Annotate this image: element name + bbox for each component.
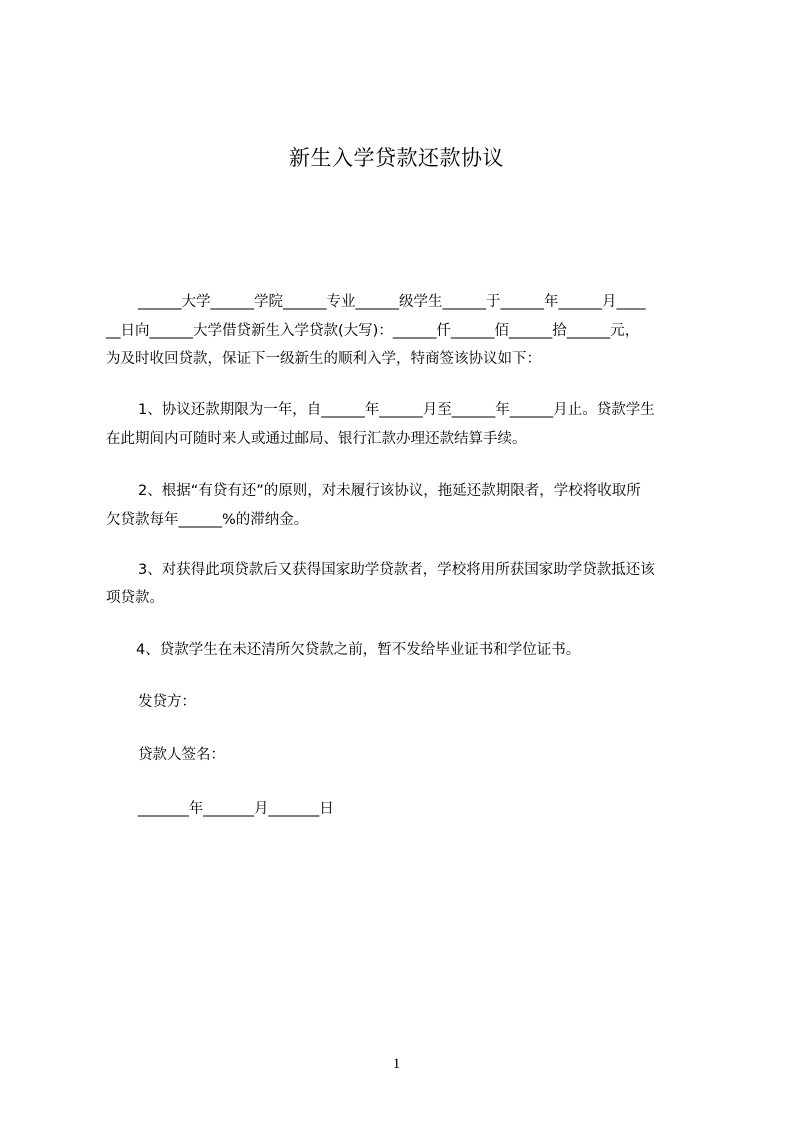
date-line: _______年_______月_______日 <box>138 801 334 817</box>
lender-label: 发贷方： <box>138 694 196 710</box>
clause-3-line-1: 3、对获得此项贷款后又获得国家助学贷款者，学校将用所获国家助学贷款抵还该 <box>138 562 655 578</box>
borrower-signature-label: 贷款人签名： <box>138 747 225 763</box>
clause-2-line-1: 2、根据“有贷有还”的原则，对未履行该协议，拖延还款期限者，学校将收取所 <box>138 483 641 499</box>
intro-line-1: ______大学______学院______专业______级学生______于______年______月____ <box>138 294 646 310</box>
page-title: 新生入学贷款还款协议 <box>289 146 504 170</box>
clause-3-line-2: 项贷款。 <box>106 590 164 606</box>
clause-1-line-1: 1、协议还款期限为一年，自______年______月至______年______月止。贷款学生 <box>138 402 655 418</box>
clause-2-line-2: 欠贷款每年______%的滞纳金。 <box>106 512 309 528</box>
clause-1-line-2: 在此期间内可随时来人或通过邮局、银行汇款办理还款结算手续。 <box>106 431 527 447</box>
intro-line-3: 为及时收回贷款，保证下一级新生的顺利入学，特商签该协议如下： <box>106 351 541 367</box>
clause-4-line-1: 4、贷款学生在未还清所欠贷款之前，暂不发给毕业证书和学位证书。 <box>136 642 581 658</box>
intro-line-2: __日向______大学借贷新生入学贷款(大写)：______仟______佰______拾______元， <box>106 323 640 339</box>
page-number: 1 <box>392 1056 401 1072</box>
